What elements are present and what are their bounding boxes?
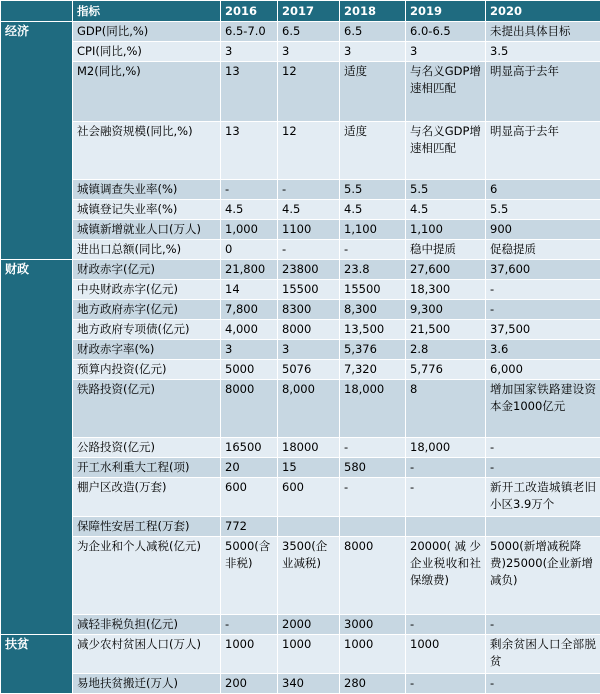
cell-value: 5076 — [278, 360, 340, 380]
cell-value: 3 — [278, 42, 340, 62]
cell-value: 3 — [340, 42, 406, 62]
table-row — [1, 537, 600, 615]
cell-value: 1000 — [221, 635, 278, 674]
cell-value: - — [340, 438, 406, 458]
row-label: 公路投资(亿元) — [73, 438, 221, 458]
cell-value: 稳中提质 — [406, 240, 486, 260]
cell-value: 15500 — [278, 280, 340, 300]
table-row — [1, 674, 600, 694]
cell-value: 5,376 — [340, 340, 406, 360]
cell-value: 7,320 — [340, 360, 406, 380]
cell-value: - — [486, 280, 600, 300]
table-row — [1, 220, 600, 240]
cell-value: 6,000 — [486, 360, 600, 380]
cell-value: 27,600 — [406, 260, 486, 280]
row-label: 预算内投资(亿元) — [73, 360, 221, 380]
row-label: 易地扶贫搬迁(万人) — [73, 674, 221, 694]
cell-value: 适度 — [340, 62, 406, 122]
cell-value: 4,000 — [221, 320, 278, 340]
row-label: 进出口总额(同比,%) — [73, 240, 221, 260]
cell-value: 13 — [221, 62, 278, 122]
row-label: 开工水利重大工程(项) — [73, 458, 221, 478]
table-row — [1, 615, 600, 635]
cell-value: 9,300 — [406, 300, 486, 320]
table-row — [1, 280, 600, 300]
cell-value: - — [486, 674, 600, 694]
table-row — [1, 240, 600, 260]
cell-value: 明显高于去年 — [486, 62, 600, 122]
cell-value: 6 — [486, 180, 600, 200]
cell-value: 促稳提质 — [486, 240, 600, 260]
cell-value: 5,776 — [406, 360, 486, 380]
table-row — [1, 478, 600, 517]
cell-value: 1,100 — [340, 220, 406, 240]
cell-value: 5.5 — [340, 180, 406, 200]
table-row — [1, 360, 600, 380]
row-label: 地方政府专项债(亿元) — [73, 320, 221, 340]
cell-value: - — [486, 300, 600, 320]
cell-value: - — [406, 615, 486, 635]
cell-value: 3.5 — [486, 42, 600, 62]
cell-value: 14 — [221, 280, 278, 300]
cell-value: 3 — [221, 340, 278, 360]
cell-value: - — [278, 240, 340, 260]
cell-value: 20000(减少企业税收和社保缴费) — [406, 537, 486, 615]
cell-value: 4.5 — [340, 200, 406, 220]
cell-value: 580 — [340, 458, 406, 478]
cell-value: 剩余贫困人口全部脱贫 — [486, 635, 600, 674]
cell-value: - — [406, 674, 486, 694]
row-label: 减轻非税负担(亿元) — [73, 615, 221, 635]
cell-value: 1000 — [406, 635, 486, 674]
cell-value: 6.0-6.5 — [406, 22, 486, 42]
cell-value — [406, 517, 486, 537]
cell-value: 200 — [221, 674, 278, 694]
cell-value — [340, 517, 406, 537]
cell-value: 7,800 — [221, 300, 278, 320]
cell-value: - — [486, 615, 600, 635]
cell-value: 13,500 — [340, 320, 406, 340]
cell-value: 3500(企业减税) — [278, 537, 340, 615]
cell-value: - — [486, 438, 600, 458]
cell-value: 4.5 — [406, 200, 486, 220]
cell-value: 18000 — [278, 438, 340, 458]
table-row — [1, 42, 600, 62]
cell-value: - — [486, 458, 600, 478]
row-label: 城镇新增就业人口(万人) — [73, 220, 221, 240]
cell-value: 1,000 — [221, 220, 278, 240]
cell-value: 2.8 — [406, 340, 486, 360]
table-row — [1, 320, 600, 340]
cell-value: 12 — [278, 122, 340, 180]
cell-value: - — [340, 240, 406, 260]
header-year: 2020 — [486, 1, 600, 22]
header-year: 2016 — [221, 1, 278, 22]
table-row — [1, 635, 600, 674]
cell-value: 新开工改造城镇老旧小区3.9万个 — [486, 478, 600, 517]
cell-value: 1100 — [278, 220, 340, 240]
cell-value: 6.5-7.0 — [221, 22, 278, 42]
cell-value: 3 — [406, 42, 486, 62]
cell-value: 280 — [340, 674, 406, 694]
cell-value: 5000(新增减税降费)25000(企业新增减负) — [486, 537, 600, 615]
cell-value: - — [406, 458, 486, 478]
cell-value: 18,000 — [406, 438, 486, 458]
table-row — [1, 438, 600, 458]
cell-value: 3 — [278, 340, 340, 360]
table-row — [1, 200, 600, 220]
cell-value: 13 — [221, 122, 278, 180]
cell-value: 1000 — [278, 635, 340, 674]
cell-value: 8,000 — [278, 380, 340, 438]
cell-value: 900 — [486, 220, 600, 240]
row-label: 为企业和个人减税(亿元) — [73, 537, 221, 615]
cell-value: 8300 — [278, 300, 340, 320]
cell-value: 15 — [278, 458, 340, 478]
header-year: 2019 — [406, 1, 486, 22]
cell-value: 与名义GDP增速相匹配 — [406, 62, 486, 122]
row-label: 中央财政赤字(亿元) — [73, 280, 221, 300]
cell-value: 340 — [278, 674, 340, 694]
cell-value: 4.5 — [278, 200, 340, 220]
cell-value: 600 — [278, 478, 340, 517]
cell-value: 23.8 — [340, 260, 406, 280]
cell-value: 37,600 — [486, 260, 600, 280]
cell-value: 21,500 — [406, 320, 486, 340]
cell-value: 增加国家铁路建设资本金1000亿元 — [486, 380, 600, 438]
row-label: M2(同比,%) — [73, 62, 221, 122]
cell-value: 8000 — [340, 537, 406, 615]
cell-value: 600 — [221, 478, 278, 517]
cell-value: 18,000 — [340, 380, 406, 438]
header-year: 2018 — [340, 1, 406, 22]
cell-value: 3000 — [340, 615, 406, 635]
cell-value: - — [221, 615, 278, 635]
cell-value: - — [278, 180, 340, 200]
cell-value — [278, 517, 340, 537]
category-fiscal: 财政 — [1, 260, 73, 635]
cell-value: - — [406, 478, 486, 517]
table-row — [1, 122, 600, 180]
cell-value: 3 — [221, 42, 278, 62]
row-label: 财政赤字(亿元) — [73, 260, 221, 280]
cell-value: 23800 — [278, 260, 340, 280]
table-row — [1, 260, 600, 280]
cell-value: 37,500 — [486, 320, 600, 340]
row-label: CPI(同比,%) — [73, 42, 221, 62]
row-label: GDP(同比,%) — [73, 22, 221, 42]
row-label: 铁路投资(亿元) — [73, 380, 221, 438]
row-label: 保障性安居工程(万套) — [73, 517, 221, 537]
row-label: 城镇登记失业率(%) — [73, 200, 221, 220]
cell-value: 8000 — [221, 380, 278, 438]
cell-value: 未提出具体目标 — [486, 22, 600, 42]
cell-value: 2000 — [278, 615, 340, 635]
cell-value: 5000 — [221, 360, 278, 380]
table-row — [1, 62, 600, 122]
cell-value: 8000 — [278, 320, 340, 340]
table-row — [1, 340, 600, 360]
cell-value: 15500 — [340, 280, 406, 300]
cell-value: 适度 — [340, 122, 406, 180]
row-label: 地方政府赤字(亿元) — [73, 300, 221, 320]
cell-value: 6.5 — [340, 22, 406, 42]
cell-value: 4.5 — [221, 200, 278, 220]
row-label: 棚户区改造(万套) — [73, 478, 221, 517]
cell-value: 18,300 — [406, 280, 486, 300]
cell-value: 8,300 — [340, 300, 406, 320]
cell-value: 8 — [406, 380, 486, 438]
cell-value: 3.6 — [486, 340, 600, 360]
category-economy: 经济 — [1, 22, 73, 260]
cell-value: - — [340, 478, 406, 517]
cell-value: 12 — [278, 62, 340, 122]
cell-value — [486, 517, 600, 537]
row-label: 财政赤字率(%) — [73, 340, 221, 360]
table-row — [1, 517, 600, 537]
cell-value: 1000 — [340, 635, 406, 674]
cell-value: 5.5 — [486, 200, 600, 220]
table-row — [1, 180, 600, 200]
table-row — [1, 458, 600, 478]
cell-value: 0 — [221, 240, 278, 260]
table-row — [1, 380, 600, 438]
row-label: 城镇调查失业率(%) — [73, 180, 221, 200]
cell-value: - — [221, 180, 278, 200]
header-year: 2017 — [278, 1, 340, 22]
cell-value: 1,100 — [406, 220, 486, 240]
cell-value: 5.5 — [406, 180, 486, 200]
cell-value: 5000(含非税) — [221, 537, 278, 615]
table-row — [1, 300, 600, 320]
cell-value: 6.5 — [278, 22, 340, 42]
table-row — [1, 22, 600, 42]
header-blank — [1, 1, 73, 22]
cell-value: 21,800 — [221, 260, 278, 280]
row-label: 减少农村贫困人口(万人) — [73, 635, 221, 674]
header-indicator: 指标 — [73, 1, 221, 22]
cell-value: 20 — [221, 458, 278, 478]
cell-value: 与名义GDP增速相匹配 — [406, 122, 486, 180]
row-label: 社会融资规模(同比,%) — [73, 122, 221, 180]
cell-value: 772 — [221, 517, 278, 537]
header-row — [1, 1, 600, 22]
category-poverty: 扶贫 — [1, 635, 73, 694]
cell-value: 明显高于去年 — [486, 122, 600, 180]
cell-value: 16500 — [221, 438, 278, 458]
